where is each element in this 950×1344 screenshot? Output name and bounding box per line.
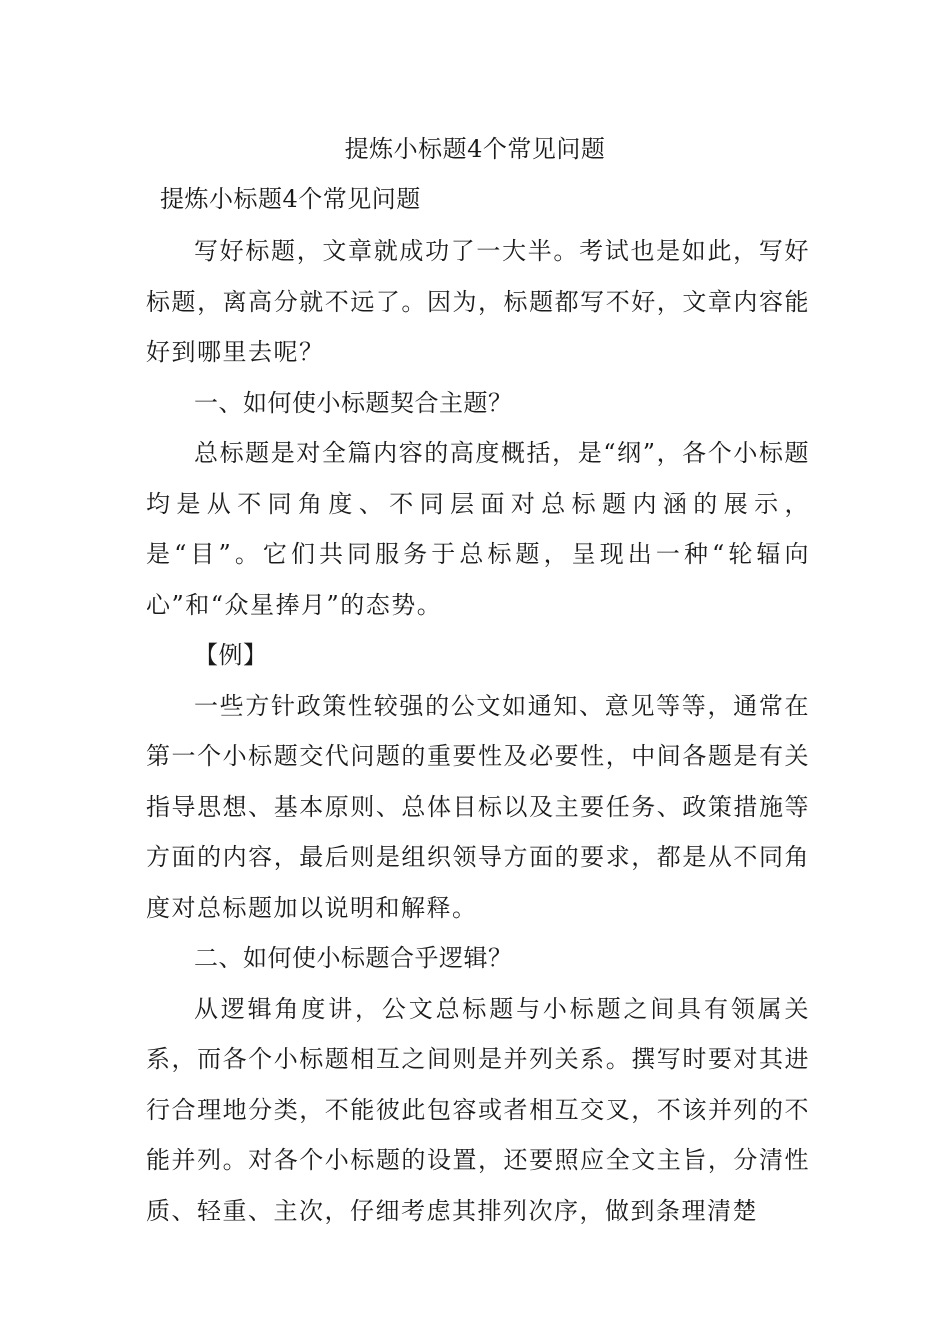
- example-label: 【例】: [194, 641, 268, 669]
- paragraph-example: 一些方针政策性较强的公文如通知、意见等等，通常在第一个小标题交代问题的重要性及必要性，中间各题是有关指导思想、基本原则、总体目标以及主要任务、政策措施等方面的内容，最后则是组织领导方面的要求，都是从不同角度对总标题加以说明和解释。: [146, 691, 810, 922]
- document-subtitle: 提炼小标题4个常见问题: [160, 185, 421, 213]
- section-heading-1: 一、如何使小标题契合主题？: [194, 388, 513, 417]
- paragraph-section-1: 总标题是对全篇内容的高度概括，是“纲”，各个小标题均是从不同角度、不同层面对总标题内涵的展示，是“目”。它们共同服务于总标题，呈现出一种“轮辐向心”和“众星捧月”的态势。: [146, 439, 810, 619]
- paragraph-section-2: 从逻辑角度讲，公文总标题与小标题之间具有领属关系，而各个小标题相互之间则是并列关系。撰写时要对其进行合理地分类，不能彼此包容或者相互交叉，不该并列的不能并列。对各个小标题的设置，还要照应全文主旨，分清性质、轻重、主次，仔细考虑其排列次序，做到条理清楚: [146, 994, 810, 1225]
- paragraph-intro: 写好标题，文章就成功了一大半。考试也是如此，写好标题，离高分就不远了。因为，标题都写不好，文章内容能好到哪里去呢？: [146, 237, 810, 366]
- document-body: [146, 226, 810, 1236]
- document-title: 提炼小标题4个常见问题: [344, 135, 606, 163]
- section-heading-2: 二、如何使小标题合乎逻辑？: [194, 944, 513, 972]
